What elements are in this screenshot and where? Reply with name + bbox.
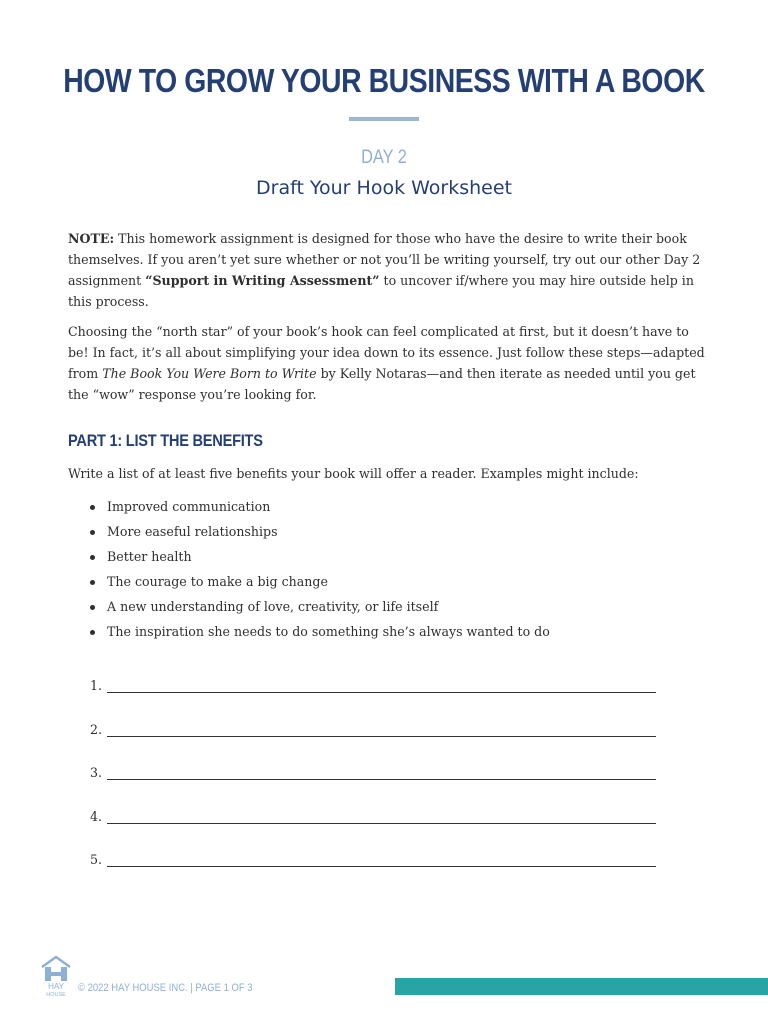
note-text-2: to uncover if/where you may hire outside help in this process. bbox=[68, 273, 694, 309]
worksheet-title: HOW TO GROW YOUR BUSINESS WITH A BOOK bbox=[63, 62, 705, 99]
blank-line bbox=[107, 866, 656, 867]
list-item: More easeful relationships bbox=[88, 521, 550, 546]
answer-number: 2. bbox=[90, 721, 103, 737]
footer-copyright: © 2022 HAY HOUSE INC. | PAGE 1 OF 3 bbox=[78, 982, 253, 994]
answer-number: 3. bbox=[90, 765, 103, 780]
day-label: DAY 2 bbox=[361, 147, 407, 168]
intro-text-2: by Kelly Notaras—and then iterate as needed until you get the “wow” response you’re looking for. bbox=[68, 366, 696, 402]
list-item: The courage to make a big change bbox=[88, 571, 550, 596]
list-item: Better health bbox=[88, 546, 550, 571]
worksheet-subtitle: Draft Your Hook Worksheet bbox=[256, 177, 512, 199]
note-paragraph bbox=[68, 228, 708, 312]
blank-line bbox=[107, 692, 656, 693]
list-item: The inspiration she needs to do something she’s always wanted to do bbox=[88, 621, 550, 646]
list-item: Improved communication bbox=[88, 496, 550, 521]
answer-number: 5. bbox=[90, 852, 103, 867]
title-divider bbox=[349, 117, 419, 121]
note-text-1: This homework assignment is designed for those who have the desire to write their book themselves. If you aren’t yet sure whether or not you’ll be writing yourself, try out our other Day 2 assignment bbox=[68, 231, 701, 288]
book-title: The Book You Were Born to Write bbox=[102, 366, 317, 381]
list-item: A new understanding of love, creativity, or life itself bbox=[88, 596, 550, 621]
intro-paragraph bbox=[68, 321, 708, 405]
hay-house-logo-icon bbox=[40, 955, 72, 997]
blank-line bbox=[107, 823, 656, 824]
part1-heading: PART 1: LIST THE BENEFITS bbox=[68, 431, 263, 450]
logo-text-bottom: HOUSE bbox=[46, 992, 66, 997]
blank-line bbox=[107, 736, 656, 737]
logo-text-top: HAY bbox=[48, 982, 64, 991]
blank-line bbox=[107, 779, 656, 780]
assessment-reference: “Support in Writing Assessment” bbox=[145, 273, 380, 288]
answer-number: 4. bbox=[90, 808, 103, 824]
part1-instruction: Write a list of at least five benefits your book will offer a reader. Examples might include: bbox=[68, 466, 639, 481]
note-label: NOTE: bbox=[68, 231, 115, 246]
benefit-examples-list bbox=[88, 496, 550, 646]
intro-text-1: Choosing the “north star” of your book’s hook can feel complicated at first, but it doesn’t have to be! In fact, it’s all about simplifying your idea down to its essence. Just follow these steps—adapted from bbox=[68, 324, 705, 381]
footer-accent-bar bbox=[395, 978, 768, 995]
answer-number: 1. bbox=[90, 678, 103, 693]
